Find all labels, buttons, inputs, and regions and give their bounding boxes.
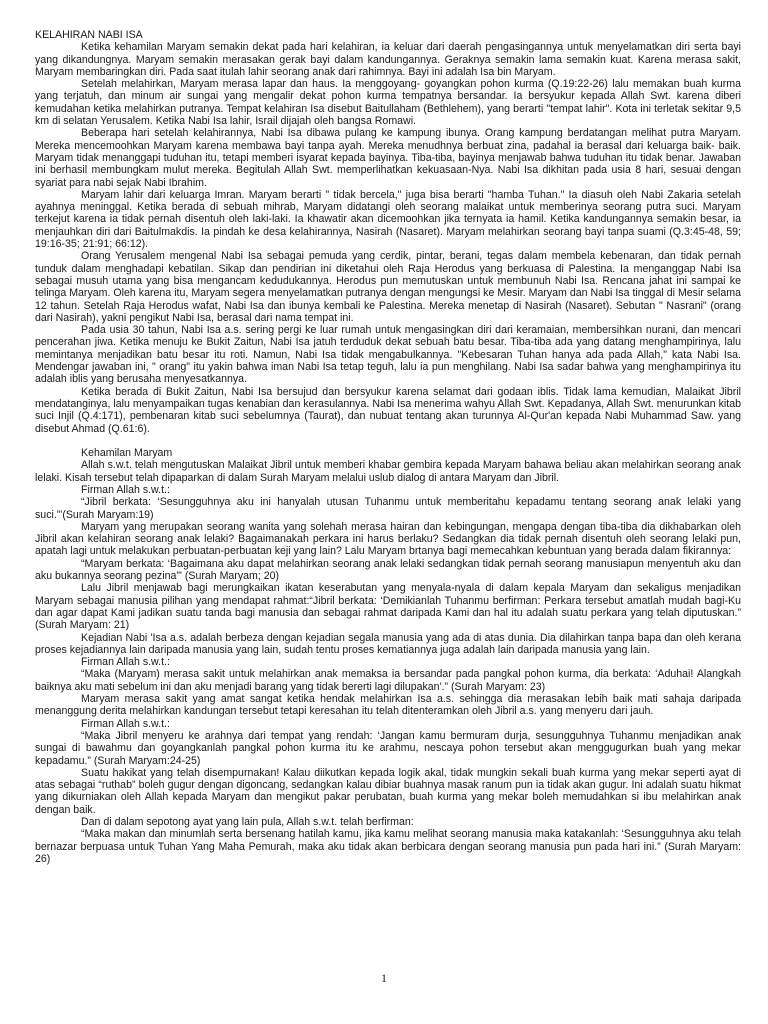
paragraph: Lalu Jibril menjawab bagi merungkaikan ikatan keserabutan yang menyala-nyala di dalam kepala Maryam dan sekaligus menjadikan Maryam sebagai manusia pilihan yang mendapat rahmat:“Jibril berkata: ‘Demikianlah Tuhanmu berfirman: Perkara tersebut amatlah mudah bagi-Ku dan agar dapat Kami jadikan suatu tanda bagi manusia dan sebagai rahmat daripada Kami dan hal itu adalah suatu perkara yang telah diputuskan.” (Surah Maryam: 21) [35, 582, 741, 632]
document-title: KELAHIRAN NABI ISA [35, 29, 143, 41]
paragraph: Firman Allah s.w.t.: [81, 656, 170, 669]
paragraph: Maryam yang merupakan seorang wanita yang solehah merasa hairan dan kebingungan, mengapa dengan tiba-tiba dia dikhabarkan oleh Jibril akan kelahiran seorang anak lelaki? Bagaimanakah perkara ini harus berlaku? Sedangkan dia tidak pernah disentuh oleh seorang lelaki pun, apatah lagi untuk melakukan perbuatan-perbuatan keji yang lain? Lalu Maryam brtanya bagi memecahkan kebuntuan yang berada dalam fikirannya: [35, 520, 741, 558]
paragraph: Maryam lahir dari keluarga Imran. Maryam berarti " tidak bercela," juga bisa berarti "hamba Tuhan." Ia diasuh oleh Nabi Zakaria setelah ayahnya meninggal. Ketika berada di sebuah mihrab, Maryam didatangi oleh seorang malaikat untuk memberinya seorang putra suci. Maryam terkejut karena ia tidak pernah disentuh oleh laki-laki. Ia khawatir akan dicemoohkan jika ternyata ia hamil. Ketika kandungannya semakin besar, ia menjauhkan diri dari Baitulmakdis. Ia pindah ke desa kelahirannya, Nasirah (Nasaret). Maryam melahirkan seorang bayi tanpa suami (Q.3:45-48, 59; 19:16-35; 21:91; 66:12). [35, 188, 741, 251]
quote-paragraph: “Maryam berkata: ‘Bagaimana aku dapat melahirkan seorang anak lelaki sedangkan tidak pernah seorang manusiapun menyentuh aku dan aku bukannya seorang pezina”' (Surah Maryam; 20) [35, 557, 741, 583]
paragraph: Orang Yerusalem mengenal Nabi Isa sebagai pemuda yang cerdik, pintar, berani, tegas dalam membela kebenaran, dan tidak pernah tunduk dalam menghadapi kebatilan. Sikap dan pendirian ini diketahui oleh Raja Herodus yang berkuasa di Palestina. Ia menganggap Nabi Isa sebagai musuh utama yang bisa mengancam kedudukannya. Herodus pun memutuskan untuk membunuh Nabi Isa. Rencana jahat ini sampai ke telinga Maryam. Oleh karena itu, Maryam segera menyelamatkan putranya dengan mengungsi ke Mesir. Maryam dan Nabi Isa tinggal di Mesir selama 12 tahun. Setelah Raja Herodus wafat, Nabi Isa dan ibunya kembali ke Palestina. Mereka menetap di Nasirah (Nasaret). Sebutan " Nasrani" (orang dari Nasirah), yakni pengikut Nabi Isa, berasal dari nama tempat ini. [35, 250, 741, 324]
quote-paragraph: “Maka makan dan minumlah serta bersenang hatilah kamu, jika kamu melihat seorang manusia maka katakanlah: ‘Sesungguhnya aku telah bernazar berpuasa untuk Tuhan Yang Maha Pemurah, maka aku tidak akan berbicara dengan seorang manusia pun pada hari ini.” (Surah Maryam: 26) [35, 828, 741, 865]
paragraph: Dan di dalam sepotong ayat yang lain pula, Allah s.w.t. telah berfirman: [81, 816, 414, 828]
paragraph: Maryam merasa sakit yang amat sangat ketika hendak melahirkan Isa a.s. sehingga dia merasakan lebih baik mati sahaja daripada menanggung derita melahirkan kandungan tersebut tetapi keresahan itu telah ditenteramkan oleh Jibril a.s. yang menyeru dari jauh. [35, 693, 741, 718]
paragraph: Kejadian Nabi 'Isa a.s. adalah berbeza dengan kejadian segala manusia yang ada di atas dunia. Dia dilahirkan tanpa bapa dan oleh kerana proses kejadiannya lain daripada manusia yang lain, sudah tentu proses kematiannya juga adalah lain daripada manusia yang lain. [35, 631, 741, 656]
section-title: Kehamilan Maryam [81, 447, 173, 460]
paragraph: Ketika berada di Bukit Zaitun, Nabi Isa bersujud dan bersyukur karena selamat dari godaan iblis. Tidak lama kemudian, Malaikat Jibril mendatanginya, lalu menyampaikan tugas kenabian dan kerasulannya. Nabi Isa menerima wahyu Allah Swt. Kepadanya, Allah Swt. menurunkan kitab suci Injil (Q.4:171), pembenaran kitab suci sebelumnya (Taurat), dan nubuat tentang akan turunnya Al-Qur'an kepada Nabi Muhammad Saw. yang disebut Ahmad (Q.61:6). [35, 385, 741, 435]
paragraph: Ketika kehamilan Maryam semakin dekat pada hari kelahiran, ia keluar dari daerah pengasingannya untuk menyelamatkan diri serta bayi yang dikandungnya. Maryam semakin merasakan gerak bayi dalam kandungannya. Geraknya semakin lama semakin kuat. Karena merasa sakit, Maryam membaringkan diri. Pada saat itulah lahir seorang anak dari rahimnya. Bayi ini adalah Isa bin Maryam. [35, 41, 741, 78]
paragraph: Pada usia 30 tahun, Nabi Isa a.s. sering pergi ke luar rumah untuk mengasingkan diri dari keramaian, membersihkan nurani, dan mencari pencerahan jiwa. Ketika menuju ke Bukit Zaitun, Nabi Isa jatuh terduduk dekat sebuah batu besar. Tiba-tiba ada yang datang menghampirinya, lalu memintanya menjadikan batu besar itu roti. Namun, Nabi Isa tidak mengabulkannya. "Kebesaran Tuhan hanya ada pada Allah," kata Nabi Isa. Mendengar jawaban ini, " orang" itu yakin bahwa iman Nabi Isa tetap teguh, lalu ia pun menghilang. Nabi Isa sadar bahwa yang menghampirinya itu adalah iblis yang berusaha menyesatkannya. [35, 324, 741, 386]
quote-paragraph: “Jibril berkata: ‘Sesungguhnya aku ini hanyalah utusan Tuhanmu untuk memberitahu kepadamu tentang seorang anak lelaki yang suci.”'(Surah Maryam:19) [35, 496, 741, 521]
paragraph: Suatu hakikat yang telah disempurnakan! Kalau diikutkan kepada logik akal, tidak mungkin sekali buah kurma yang mekar seperti ayat di atas sebagai “ruthab” boleh gugur dengan digoncang, sedangkan kalau dibiar buahnya masak ranum pun ia tidak akan gugur. Ini adalah suatu hikmat yang dikurniakan oleh Allah kepada Maryam dan mengikut pakar perubatan, buah kurma yang mekar boleh memudahkan si ibu melahirkan anak dengan baik. [35, 766, 741, 816]
paragraph: Setelah melahirkan, Maryam merasa lapar dan haus. Ia menggoyang- goyangkan pohon kurma (Q.19:22-26) lalu memakan buah kurma yang terjatuh, dan minum air sungai yang mengalir dekat pohon kurma tempatnya bersandar. Ia bersyukur kepada Allah Swt. karena diberi kemudahan ketika melahirkan putranya. Tempat kelahiran Isa disebut Baitullaham (Bethlehem), yang berarti "tempat lahir". Kota ini terletak sekitar 9,5 km di selatan Yerusalem. Ketika Nabi Isa lahir, Israil dijajah oleh bangsa Romawi. [35, 78, 741, 128]
page-number: 1 [381, 971, 387, 985]
quote-paragraph: “Maka Jibril menyeru ke arahnya dari tempat yang rendah: ‘Jangan kamu bermuram durja, sesungguhnya Tuhanmu menjadikan anak sungai di bawahmu dan goyangkanlah pangkal pohon kurma itu ke arahmu, nescaya pohon tersebut akan menggugurkan buah yang mekar kepadamu.” (Surah Maryam:24-25) [35, 729, 741, 767]
paragraph: Firman Allah s.w.t.: [81, 717, 170, 730]
paragraph: Beberapa hari setelah kelahirannya, Nabi Isa dibawa pulang ke kampung ibunya. Orang kampung berdatangan melihat putra Maryam. Mereka mencemoohkan Maryam karena membawa bayi tanpa ayah. Mereka menudhnya berbuat zina, padahal ia berasal dari keluarga baik- baik. Maryam tidak menanggapi tuduhan itu, tetapi memberi isyarat kepada bayinya. Tiba-tiba, bayinya menjawab bahwa tuduhan itu tidak benar. Jawaban ini berhasil membungkam mulut mereka. Begitulah Allah Swt. memperlihatkan kekuasaan-Nya. Nabi Isa dikhitan pada usia 8 hari, sesuai dengan syariat para nabi sejak Nabi Ibrahim. [35, 127, 741, 189]
quote-paragraph: “Maka (Maryam) merasa sakit untuk melahirkan anak memaksa ia bersandar pada pangkal pohon kurma, dia berkata: ‘Aduhai! Alangkah baiknya aku mati sebelum ini dan aku menjadi barang yang tidak bererti lagi dilupakan'.” (Surah Maryam: 23) [35, 668, 741, 693]
paragraph: Allah s.w.t. telah mengutuskan Malaikat Jibril untuk memberi khabar gembira kepada Maryam bahawa beliau akan melahirkan seorang anak lelaki. Kisah tersebut telah dipaparkan di dalam Surah Maryam melalui uslub dialog di antara Maryam dan Jibril. [35, 459, 741, 484]
spacer [35, 435, 741, 447]
paragraph: Firman Allah s.w.t.: [81, 483, 170, 496]
